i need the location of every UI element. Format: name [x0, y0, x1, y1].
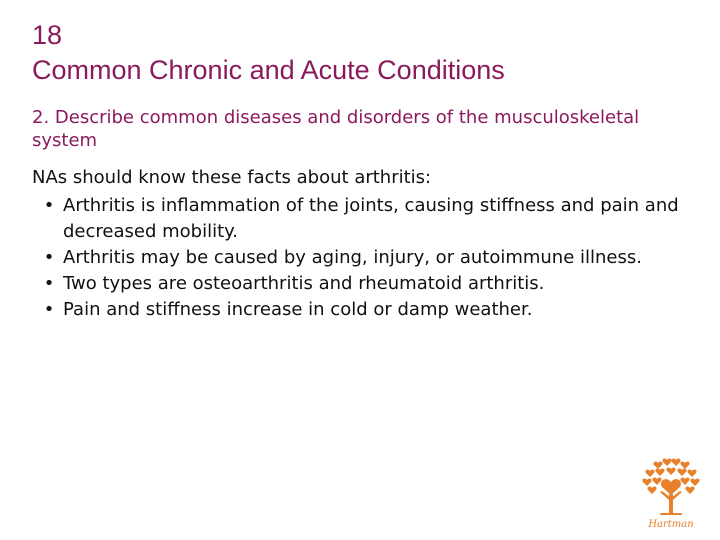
bullet-icon: •: [43, 247, 55, 268]
list-item: [42, 271, 682, 297]
bullet-list: [42, 193, 682, 323]
heart-tree-icon: [642, 459, 699, 530]
list-item: [42, 297, 682, 323]
bullet-text: Arthritis may be caused by aging, injury, or autoimmune illness.: [63, 247, 642, 268]
chapter-title: Common Chronic and Acute Conditions: [32, 55, 505, 85]
hartman-logo: [636, 456, 706, 530]
bullet-icon: •: [43, 195, 55, 216]
bullet-icon: •: [43, 299, 55, 320]
bullet-icon: •: [43, 273, 55, 294]
list-item: [42, 193, 682, 245]
bullet-text: Arthritis is inflammation of the joints, causing stiffness and pain and decreased mobility.: [63, 195, 679, 242]
learning-objective: 2. Describe common diseases and disorders of the musculoskeletal system: [32, 107, 640, 151]
chapter-number: 18: [32, 20, 63, 50]
bullet-text: Pain and stiffness increase in cold or damp weather.: [63, 299, 533, 320]
svg-text:Hartman: Hartman: [648, 519, 694, 530]
list-item: [42, 245, 682, 271]
intro-text: NAs should know these facts about arthritis:: [32, 167, 432, 188]
bullet-text: Two types are osteoarthritis and rheumatoid arthritis.: [63, 273, 545, 294]
